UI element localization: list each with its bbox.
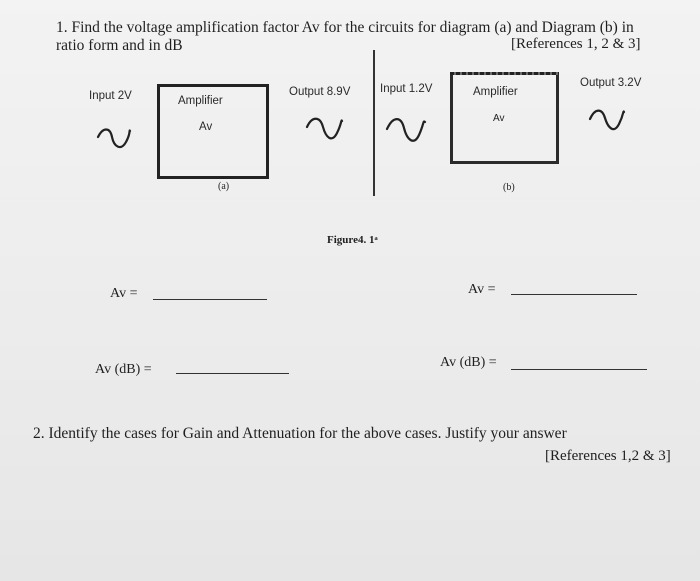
question-1-references: [References 1, 2 & 3]	[511, 36, 641, 52]
question-2-text: 2. Identify the cases for Gain and Attenuation for the above cases. Justify your answer	[33, 425, 567, 442]
diagram-a-output-sine-icon	[304, 113, 348, 147]
diagram-b-input-label: Input 1.2V	[380, 83, 433, 95]
question-1-line-2: ratio form and in dB	[56, 37, 183, 54]
answer-b-avdb-blank[interactable]	[511, 369, 647, 370]
diagram-a-caption: (a)	[218, 181, 230, 192]
diagram-b-amplifier-av: Av	[493, 113, 505, 124]
answer-a-av-label: Av =	[110, 286, 138, 301]
diagram-b-caption: (b)	[503, 182, 515, 193]
answer-a-avdb-label: Av (dB) =	[95, 362, 152, 377]
question-2-references: [References 1,2 & 3]	[545, 448, 671, 464]
answer-a-avdb-blank[interactable]	[176, 373, 289, 374]
diagram-b-output-sine-icon	[587, 105, 629, 137]
diagram-b-input-sine-icon	[384, 113, 430, 149]
diagram-a-amplifier-title: Amplifier	[178, 95, 223, 107]
diagram-a-output-label: Output 8.9V	[289, 86, 351, 98]
diagram-b-amplifier-title: Amplifier	[473, 86, 518, 98]
question-1-line-1: 1. Find the voltage amplification factor Av for the circuits for diagram (a) and Diagram (b) in	[56, 19, 634, 36]
diagram-a-input-sine-icon	[95, 125, 135, 155]
answer-b-av-blank[interactable]	[511, 294, 637, 295]
diagram-b-output-label: Output 3.2V	[580, 77, 642, 89]
figure-caption: Figure4. 1ᵃ	[327, 234, 378, 246]
diagram-a-amplifier-box	[157, 84, 269, 179]
answer-b-av-label: Av =	[468, 282, 496, 297]
diagram-b-amplifier-box	[450, 72, 559, 164]
diagram-a-amplifier-av: Av	[199, 121, 213, 133]
answer-a-av-blank[interactable]	[153, 299, 267, 300]
answer-b-avdb-label: Av (dB) =	[440, 355, 497, 370]
diagram-a-input-label: Input 2V	[89, 90, 132, 102]
diagram-divider	[373, 50, 375, 196]
